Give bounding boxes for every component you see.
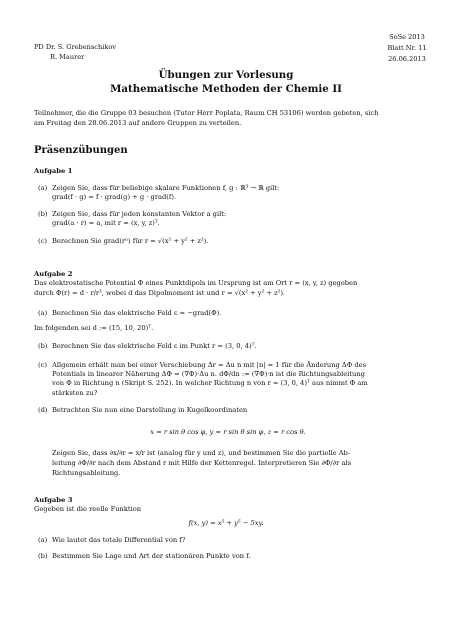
task2-c-text1: Allgemein erhält man bei einer Verschiebung Δr = Δu n mit |n| = 1 für die Änderung ΔΦ des <box>52 361 367 369</box>
task3-a-text1: Wie lautet das totale Differential von f? <box>52 536 186 544</box>
task3-b-text1: Bestimmen Sie Lage und Art der stationären Punkte von f. <box>52 552 251 560</box>
task1-a <box>38 184 279 193</box>
task3-heading: Aufgabe 3 <box>34 496 73 504</box>
task2-heading: Aufgabe 2 <box>34 270 73 278</box>
assistant-name: R. Maurer <box>50 53 85 61</box>
task2-c-text3: von Φ in Richtung n (Skript S. 252). In welcher Richtung n von r = (3, 0, 4)ᵀ aus nimmt Φ am <box>52 379 368 387</box>
lecturer-name: PD Dr. S. Grebenschikov <box>34 43 117 51</box>
task2-intro2: durch Φ(r) = d · r/r³, wobei d das Dipolmoment ist und r = √(x² + y² + z²). <box>34 289 286 297</box>
task1-c-label: (c) <box>38 237 47 245</box>
task2-d <box>38 406 247 415</box>
task2-d-text2: Zeigen Sie, dass ∂x/∂r = x/r ist (analog für y und z), und bestimmen Sie die partielle Ab- <box>52 449 351 457</box>
task1-b-formula: grad(a · r) = a, mit r = (x, y, z)ᵀ. <box>52 219 160 227</box>
task2-d-text1: Betrachten Sie nun eine Darstellung in Kugelkoordinaten <box>52 406 248 414</box>
sheet-number: Blatt Nr. 11 <box>387 44 427 52</box>
task2-a-label: (a) <box>38 309 48 317</box>
task3-b <box>38 552 251 561</box>
task1-a-text1: Zeigen Sie, dass für beliebige skalare Funktionen f, g : ℝ³ → ℝ gilt: <box>52 184 280 192</box>
task1-a-formula: grad(f · g) = f · grad(g) + g · grad(f). <box>52 193 177 201</box>
task3-b-label: (b) <box>38 552 48 560</box>
task1-b-text1: Zeigen Sie, dass für jeden konstanten Vektor a gilt: <box>52 210 227 218</box>
task2-a-text1: Berechnen Sie das elektrische Feld ε = −grad(Φ). <box>52 309 222 317</box>
task1-b-label: (b) <box>38 210 48 218</box>
task1-c <box>38 237 208 246</box>
task2-c-text4: stärksten zu? <box>52 389 98 397</box>
task2-b-label: (b) <box>38 342 48 350</box>
task2-d-label: (d) <box>38 406 48 414</box>
task2-c-label: (c) <box>38 361 47 369</box>
task2-b-text1: Berechnen Sie das elektrische Feld ε im Punkt r = (3, 0, 4)ᵀ. <box>52 342 257 350</box>
task3-a-label: (a) <box>38 536 48 544</box>
notice-line1: Teilnehmer, die die Gruppe 03 besuchen (Tutor Herr Poplata, Raum CH 53106) werden gebeten, sich <box>34 109 379 117</box>
notice-line2: am Freitag den 28.06.2013 auf andere Gruppen zu verteilen. <box>34 119 242 127</box>
semester: SoSe 2013 <box>389 33 425 41</box>
task1-c-text1: Berechnen Sie grad(rⁿ) für r = √(x² + y² + z²). <box>52 237 209 245</box>
task3-intro: Gegeben ist die reelle Funktion <box>34 505 142 513</box>
page-title-line2: Mathematische Methoden der Chemie II <box>110 83 342 95</box>
sheet-date: 26.06.2013 <box>388 55 426 63</box>
task3-equation: f(x, y) = x⁵ + y⁵ − 5xy. <box>188 519 264 527</box>
task1-a-label: (a) <box>38 184 48 192</box>
task2-intro1: Das elektrostatische Potential Φ eines Punktdipols im Ursprung ist am Ort r = (x, y, z) gegeben <box>34 279 358 287</box>
page-title-line1: Übungen zur Vorlesung <box>158 69 294 81</box>
task2-c <box>38 361 366 370</box>
task3-a <box>38 536 185 545</box>
task2-d-text4: Richtungsableitung. <box>52 469 121 477</box>
task1-b <box>38 210 226 219</box>
task2-b <box>38 342 257 351</box>
task2-following: Im folgenden sei d := (15, 10, 20)ᵀ. <box>34 324 154 332</box>
task1-heading: Aufgabe 1 <box>34 167 73 175</box>
task2-d-text3: leitung ∂Φ/∂r nach dem Abstand r mit Hilfe der Kettenregel. Interpretieren Sie ∂Φ/∂r als <box>52 459 352 467</box>
section-title: Präsenzübungen <box>34 145 128 156</box>
task2-c-text2: Potentials in linearer Näherung ΔΦ = (∇Φ)·Δu n. dΦ/dn := (∇Φ)·n ist die Richtungsableitung <box>52 370 365 378</box>
task2-d-equation: x = r sin θ cos φ, y = r sin θ sin φ, z = r cos θ. <box>150 428 306 436</box>
task2-a <box>38 309 221 318</box>
